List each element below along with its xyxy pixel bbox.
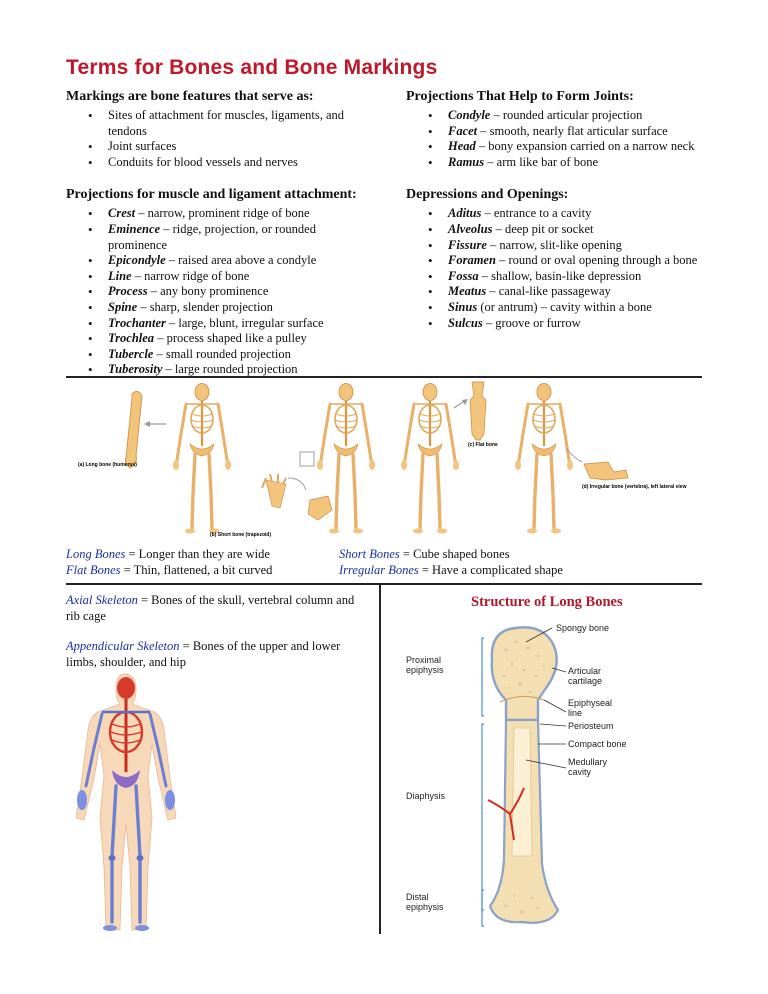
list-item: • Sinus (or antrum) – cavity within a bone: [448, 300, 706, 316]
divider: [66, 583, 702, 585]
markings-list: [66, 108, 366, 170]
list-item: • Fossa – shallow, basin-like depression: [448, 269, 706, 285]
list-item: • Tubercle – small rounded projection: [108, 347, 366, 363]
label-articular-cartilage: Articular cartilage: [568, 666, 603, 686]
short-bones-definition: Short Bones = Cube shaped bones: [339, 547, 510, 561]
caption-long-bone: (a) Long bone (humerus): [78, 462, 137, 468]
joints-heading: Projections That Help to Form Joints:: [406, 89, 634, 104]
list-item: • Head – bony expansion carried on a narrow neck: [448, 139, 706, 155]
label-periosteum: Periosteum: [568, 721, 614, 731]
list-item: • Fissure – narrow, slit-like opening: [448, 238, 706, 254]
axial-appendicular-figure: [62, 668, 192, 938]
depressions-heading: Depressions and Openings:: [406, 187, 569, 203]
skull-axial: [117, 677, 135, 699]
trapezoid-bone: [308, 496, 332, 520]
highlight-box: [300, 452, 314, 466]
flat-bones-definition: Flat Bones = Thin, flattened, a bit curved: [66, 563, 273, 577]
list-item: • Eminence – ridge, projection, or rounded prominence: [108, 222, 366, 253]
depressions-list: [406, 206, 706, 331]
list-item: • Aditus – entrance to a cavity: [448, 206, 706, 222]
long-bones-definition: Long Bones = Longer than they are wide: [66, 547, 270, 561]
humerus-bone: [126, 391, 143, 468]
list-item: • Crest – narrow, prominent ridge of bone: [108, 206, 366, 222]
caption-flat-bone: (c) Flat bone: [468, 442, 498, 448]
attachment-section: [66, 186, 366, 378]
list-item: • Process – any bony prominence: [108, 284, 366, 300]
list-item: • Tuberosity – large rounded projection: [108, 362, 366, 378]
divider: [379, 584, 381, 934]
appendicular-skeleton-definition: Appendicular Skeleton = Bones of the upper and lower limbs, shoulder, and hip: [66, 639, 341, 669]
skeleton-figure: [401, 384, 459, 534]
list-item: • Ramus – arm like bar of bone: [448, 155, 706, 171]
depressions-section: [406, 186, 706, 331]
joints-section: [406, 88, 706, 170]
skeleton-definitions: [66, 592, 366, 670]
list-item: • Line – narrow ridge of bone: [108, 269, 366, 285]
hand-bones: [262, 474, 286, 508]
right-column: [406, 88, 706, 331]
caption-irregular-bone: (d) Irregular bone (vertebra), left lateral view: [582, 484, 687, 490]
label-spongy-bone: Spongy bone: [556, 623, 610, 633]
list-item: • Epicondyle – raised area above a condyle: [108, 253, 366, 269]
list-item: • Condyle – rounded articular projection: [448, 108, 706, 124]
list-item: • Spine – sharp, slender projection: [108, 300, 366, 316]
bone-types-left: [66, 546, 326, 578]
attachment-heading: Projections for muscle and ligament attachment:: [66, 187, 357, 203]
label-distal-epiphysis: Distal epiphysis: [406, 892, 444, 912]
markings-section: [66, 88, 366, 170]
bone-classification-figure: [66, 378, 702, 538]
irregular-bones-definition: Irregular Bones = Have a complicated shape: [339, 563, 563, 577]
skeleton-figure: [515, 384, 573, 534]
label-epiphyseal-line: Epiphyseal line: [568, 698, 613, 718]
list-item: • Facet – smooth, nearly flat articular surface: [448, 124, 706, 140]
list-item: • Trochanter – large, blunt, irregular surface: [108, 316, 366, 332]
attachment-list: [66, 206, 366, 378]
joints-list: [406, 108, 706, 170]
skeleton-figure: [173, 384, 231, 534]
left-column: [66, 88, 366, 378]
label-medullary-cavity: Medullary cavity: [568, 757, 608, 777]
long-bone-structure-title: Structure of Long Bones: [471, 594, 623, 610]
list-item: • Joint surfaces: [108, 139, 366, 155]
list-item: • Foramen – round or oval opening through a bone: [448, 253, 706, 269]
list-item: • Trochlea – process shaped like a pulley: [108, 331, 366, 347]
list-item: • Conduits for blood vessels and nerves: [108, 155, 366, 171]
vertebra-bone: [584, 462, 628, 480]
label-proximal-epiphysis: Proximal epiphysis: [406, 655, 444, 675]
markings-heading: Markings are bone features that serve as:: [66, 89, 314, 104]
list-item: • Sites of attachment for muscles, ligaments, and tendons: [108, 108, 366, 139]
label-diaphysis: Diaphysis: [406, 791, 446, 801]
bone-types-right: [339, 546, 659, 578]
list-item: • Alveolus – deep pit or socket: [448, 222, 706, 238]
list-item: • Sulcus – groove or furrow: [448, 316, 706, 332]
page-title: Terms for Bones and Bone Markings: [66, 56, 438, 79]
axial-skeleton-definition: Axial Skeleton = Bones of the skull, vertebral column and rib cage: [66, 593, 355, 623]
label-compact-bone: Compact bone: [568, 739, 627, 749]
list-item: • Meatus – canal-like passageway: [448, 284, 706, 300]
sternum-bone: [470, 382, 486, 440]
caption-short-bone: (b) Short bone (trapezoid): [210, 532, 272, 538]
